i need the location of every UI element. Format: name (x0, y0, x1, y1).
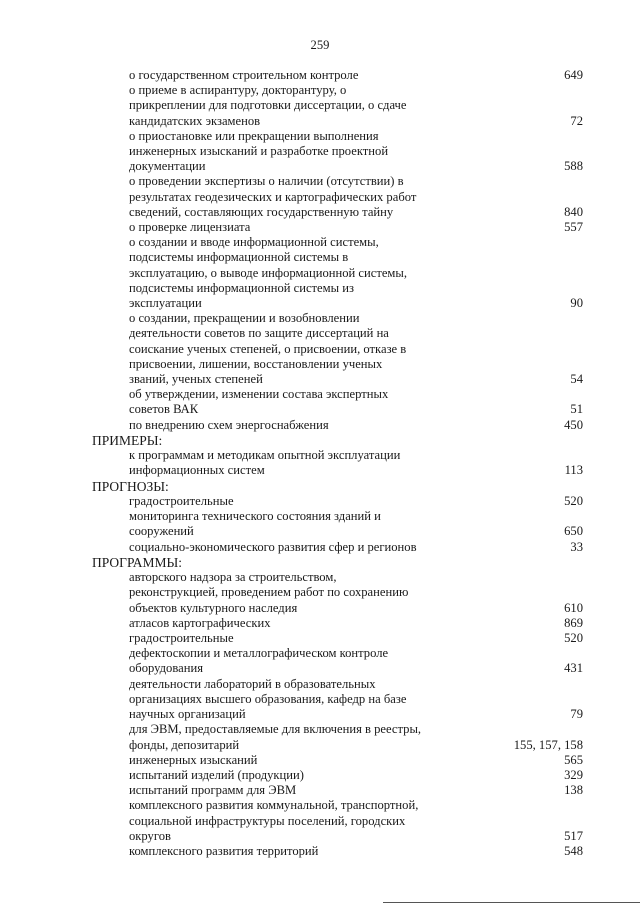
entry-page-numbers: 588 (564, 159, 583, 174)
entry-page-numbers: 33 (570, 539, 583, 554)
entry-page-numbers: 520 (564, 494, 583, 509)
index-entry (0, 752, 583, 768)
entry-page-numbers: 565 (564, 752, 583, 767)
entry-text-line: советов ВАК (129, 402, 199, 417)
entry-text-line: деятельности лабораторий в образовательных (129, 676, 376, 691)
entry-page-numbers: 450 (564, 417, 583, 432)
entry-text-line: сооружений (129, 524, 194, 539)
index-entry (0, 128, 583, 175)
entry-text-line: по внедрению схем энергоснабжения (129, 417, 329, 432)
entry-text-line: эксплуатации (129, 296, 202, 311)
index-entry (0, 843, 583, 859)
index-entry (0, 798, 583, 844)
entry-text-line: прикреплении для подготовки диссертации, о сдаче (129, 98, 407, 113)
entry-text-line: сведений, составляющих государственную тайну (129, 204, 394, 219)
entry-text-line: о государственном строительном контроле (129, 68, 359, 82)
entry-text-line: дефектоскопии и металлографическом контроле (129, 646, 389, 661)
index-entry (0, 646, 583, 676)
entry-text-line: градостроительные (129, 494, 234, 509)
entry-text-line: авторского надзора за строительством, (129, 570, 337, 585)
index-entry (0, 783, 583, 798)
entry-page-numbers: 329 (564, 767, 583, 782)
index-entry (0, 767, 583, 783)
entry-page-numbers: 520 (564, 631, 583, 646)
index-entry (0, 311, 583, 387)
entry-page-numbers: 610 (564, 600, 583, 615)
entry-text-line: комплексного развития коммунальной, транспортной, (129, 798, 419, 813)
entry-text-line: объектов культурного наследия (129, 600, 298, 615)
entry-text-line: эксплуатацию, о выводе информационной системы, (129, 265, 407, 280)
entry-page-numbers: 90 (570, 296, 583, 311)
entry-page-numbers: 54 (570, 372, 583, 387)
entry-page-numbers: 557 (564, 220, 583, 235)
index-entry (0, 631, 583, 646)
index-entry (0, 68, 583, 83)
index-entry (0, 174, 583, 220)
entry-text-line: деятельности советов по защите диссертаций на (129, 326, 389, 341)
entry-text-line: о приеме в аспирантуру, докторантуру, о (129, 83, 347, 98)
index-entry (0, 387, 583, 417)
entry-page-numbers: 431 (564, 661, 583, 676)
entry-text-line: подсистемы информационной системы из (129, 280, 354, 295)
entry-text-line: атласов картографических (129, 615, 271, 630)
index-entry (0, 676, 583, 723)
entry-text-line: оборудования (129, 661, 203, 676)
entry-text-line: подсистемы информационной системы в (129, 250, 349, 265)
entry-text-line: научных организаций (129, 707, 246, 722)
entry-page-numbers: 548 (564, 843, 583, 858)
index-entry (0, 570, 583, 616)
entry-text-line: испытаний изделий (продукции) (129, 767, 304, 782)
entry-text-line: инженерных изысканий (129, 752, 258, 767)
entry-page-numbers: 840 (564, 204, 583, 219)
index-entry (0, 235, 583, 311)
index-entry (0, 417, 583, 433)
section-heading: ПРОГРАММЫ: (92, 554, 183, 570)
index-entry (0, 539, 583, 555)
index-entry (0, 220, 583, 235)
entry-text-line: документации (129, 159, 206, 174)
entry-page-numbers: 649 (564, 68, 583, 82)
entry-text-line: социально-экономического развития сфер и регионов (129, 539, 417, 554)
entry-text-line: результатах геодезических и картографических работ (129, 189, 417, 204)
entry-text-line: для ЭВМ, предоставляемые для включения в реестры, (129, 722, 422, 737)
entry-page-numbers: 138 (564, 783, 583, 798)
entry-text-line: градостроительные (129, 631, 234, 646)
entry-page-numbers: 51 (570, 402, 583, 417)
index-entry (0, 448, 583, 478)
index-entry (0, 83, 583, 129)
entry-text-line: о проверке лицензиата (129, 220, 251, 235)
entry-text-line: округов (129, 828, 171, 843)
entry-text-line: фонды, депозитарий (129, 737, 240, 752)
entry-text-line: присвоении, лишении, восстановлении ученых (129, 356, 383, 371)
index-entry (0, 509, 583, 539)
entry-text-line: о проведении экспертизы о наличии (отсутствии) в (129, 174, 404, 189)
entry-page-numbers: 113 (564, 463, 583, 478)
entry-text-line: социальной инфраструктуры поселений, городских (129, 813, 406, 828)
subject-index-list (0, 68, 640, 859)
entry-text-line: информационных систем (129, 463, 265, 478)
index-entry (0, 494, 583, 509)
entry-text-line: соискание ученых степеней, о присвоении, отказе в (129, 341, 407, 356)
entry-page-numbers: 79 (570, 707, 583, 722)
entry-text-line: о создании и вводе информационной системы, (129, 235, 379, 250)
entry-text-line: комплексного развития территорий (129, 843, 319, 858)
entry-page-numbers: 72 (570, 113, 583, 128)
entry-page-numbers: 517 (564, 828, 583, 843)
page-number: 259 (310, 38, 330, 52)
entry-text-line: мониторинга технического состояния зданий и (129, 509, 381, 524)
entry-text-line: о создании, прекращении и возобновлении (129, 311, 360, 326)
section-heading: ПРОГНОЗЫ: (92, 478, 169, 494)
scan-edge-line (383, 902, 640, 903)
entry-text-line: званий, ученых степеней (129, 372, 263, 387)
entry-text-line: организациях высшего образования, кафедр на базе (129, 691, 407, 706)
entry-text-line: об утверждении, изменении состава экспертных (129, 387, 389, 402)
section-heading: ПРИМЕРЫ: (92, 432, 163, 448)
index-entry (0, 722, 583, 752)
entry-text-line: о приостановке или прекращении выполнения (129, 128, 379, 143)
entry-text-line: испытаний программ для ЭВМ (129, 783, 297, 798)
index-entry (0, 615, 583, 631)
entry-page-numbers: 155, 157, 158 (513, 737, 583, 752)
entry-page-numbers: 869 (564, 615, 583, 630)
entry-text-line: к программам и методикам опытной эксплуатации (129, 448, 401, 463)
entry-text-line: реконструкцией, проведением работ по сохранению (129, 585, 409, 600)
entry-text-line: кандидатских экзаменов (129, 113, 261, 128)
entry-page-numbers: 650 (564, 524, 583, 539)
entry-text-line: инженерных изысканий и разработке проектной (129, 144, 389, 159)
